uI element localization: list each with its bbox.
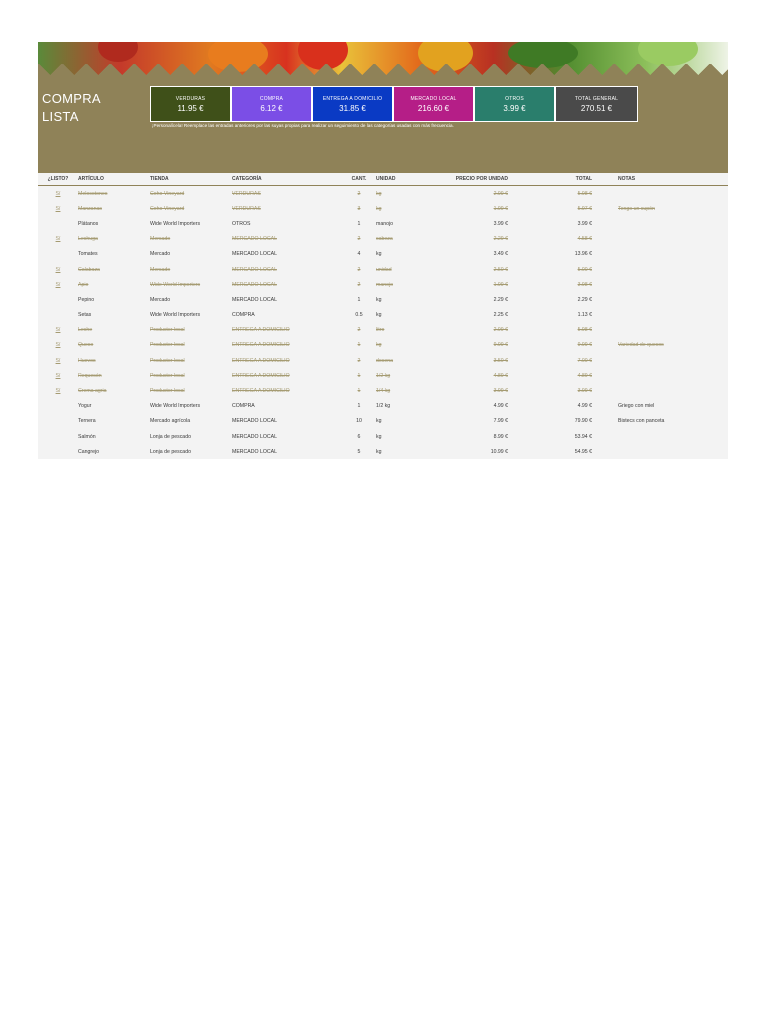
column-header[interactable]: UNIDAD — [376, 173, 434, 186]
unit-price-cell[interactable]: 1.99 € — [493, 281, 508, 288]
notes-cell[interactable]: Tengo un cupón — [618, 205, 655, 212]
unit-cell[interactable]: unidad — [376, 266, 392, 273]
unit-price-cell[interactable]: 1.99 € — [493, 205, 508, 212]
unit-price-cell[interactable]: 10.99 € — [490, 448, 508, 455]
store-cell[interactable]: Wide World Importers — [150, 220, 201, 227]
quantity-cell[interactable]: 1 — [357, 403, 361, 410]
store-cell[interactable]: Coho Vineyard — [150, 205, 185, 212]
total-cell[interactable]: 5.97 € — [577, 205, 592, 212]
unit-cell[interactable]: kg — [376, 342, 382, 349]
unit-cell[interactable]: 1/4 kg — [376, 388, 391, 395]
notes-cell[interactable] — [618, 277, 728, 292]
column-header[interactable]: TOTAL — [534, 173, 618, 186]
ready-cell[interactable]: Sí — [55, 342, 61, 349]
unit-cell[interactable]: kg — [376, 190, 382, 197]
store-cell[interactable]: Productor local — [150, 372, 185, 379]
total-cell[interactable]: 79.90 € — [574, 418, 592, 425]
item-cell[interactable]: Queso — [78, 342, 94, 349]
store-cell[interactable]: Productor local — [150, 327, 185, 334]
category-cell[interactable]: MERCADO LOCAL — [232, 266, 277, 273]
store-cell[interactable]: Mercado — [150, 266, 171, 273]
notes-cell[interactable]: Variedad de quesos — [618, 342, 664, 349]
notes-cell[interactable] — [618, 232, 728, 247]
table-row[interactable] — [38, 201, 728, 216]
shopping-table — [38, 173, 728, 459]
unit-cell[interactable]: cabeza — [376, 236, 393, 243]
table-row[interactable] — [38, 399, 728, 414]
unit-cell[interactable]: kg — [376, 433, 382, 440]
quantity-cell[interactable]: 2 — [357, 357, 361, 364]
total-cell[interactable]: 3.99 € — [577, 220, 592, 227]
table-row[interactable] — [38, 353, 728, 368]
quantity-cell[interactable]: 3 — [357, 205, 361, 212]
quantity-cell[interactable]: 2 — [357, 327, 361, 334]
summary-card-value: 216.60 € — [417, 104, 450, 113]
store-cell[interactable]: Productor local — [150, 342, 185, 349]
unit-cell[interactable]: kg — [376, 448, 382, 455]
unit-cell[interactable]: kg — [376, 418, 382, 425]
quantity-cell[interactable]: 1 — [357, 220, 361, 227]
summary-card — [232, 87, 313, 121]
total-cell[interactable]: 3.98 € — [577, 281, 592, 288]
notes-cell[interactable] — [618, 323, 728, 338]
table-header-row — [38, 173, 728, 186]
quantity-cell[interactable]: 1 — [357, 342, 361, 349]
item-cell[interactable]: Manzanas — [78, 205, 102, 212]
category-cell[interactable]: ENTREGA A DOMICILIO — [232, 372, 290, 379]
table-row[interactable] — [38, 368, 728, 383]
quantity-cell[interactable]: 1 — [357, 372, 361, 379]
notes-cell[interactable] — [618, 368, 728, 383]
item-cell[interactable]: Lechuga — [78, 236, 98, 243]
table-row[interactable] — [38, 414, 728, 429]
ready-cell[interactable]: Sí — [55, 236, 61, 243]
unit-price-cell[interactable]: 7.99 € — [493, 418, 508, 425]
page-title-line: COMPRA — [42, 91, 101, 106]
unit-price-cell[interactable]: 2.25 € — [493, 312, 508, 319]
summary-card-label: TOTAL GENERAL — [574, 96, 619, 102]
unit-cell[interactable]: manojo — [376, 281, 394, 288]
category-cell[interactable]: MERCADO LOCAL — [232, 281, 277, 288]
ready-cell[interactable]: Sí — [55, 388, 61, 395]
quantity-cell[interactable]: 1 — [357, 388, 361, 395]
store-cell[interactable]: Mercado agrícola — [150, 418, 191, 425]
notes-cell[interactable]: Griego con miel — [618, 403, 655, 410]
store-cell[interactable]: Coho Vineyard — [150, 190, 185, 197]
page-title — [42, 90, 101, 126]
table-row[interactable] — [38, 186, 728, 202]
item-cell[interactable]: Yogur — [78, 403, 92, 410]
table-row[interactable] — [38, 383, 728, 398]
total-cell[interactable]: 5.00 € — [577, 266, 592, 273]
unit-price-cell[interactable]: 2.29 € — [493, 296, 508, 303]
ready-cell[interactable] — [38, 216, 78, 231]
category-cell[interactable]: MERCADO LOCAL — [232, 448, 277, 455]
unit-price-cell[interactable]: 3.99 € — [493, 220, 508, 227]
summary-card-label: MERCADO LOCAL — [410, 96, 457, 102]
summary-card-value: 11.95 € — [177, 104, 204, 113]
column-header[interactable]: TIENDA — [150, 173, 232, 186]
item-cell[interactable]: Ternera — [78, 418, 96, 425]
category-cell[interactable]: MERCADO LOCAL — [232, 251, 277, 258]
table-row[interactable] — [38, 292, 728, 307]
quantity-cell[interactable]: 2 — [357, 236, 361, 243]
column-header[interactable]: ¿LISTO? — [38, 173, 78, 186]
table-row[interactable] — [38, 277, 728, 292]
quantity-cell[interactable]: 1 — [357, 296, 361, 303]
notes-cell[interactable] — [618, 247, 728, 262]
summary-card-value: 31.85 € — [339, 104, 366, 113]
quantity-cell[interactable]: 6 — [357, 433, 361, 440]
item-cell[interactable]: Salmón — [78, 433, 96, 440]
unit-price-cell[interactable]: 3.49 € — [493, 251, 508, 258]
quantity-cell[interactable]: 0.5 — [355, 312, 363, 319]
quantity-cell[interactable]: 5 — [357, 448, 361, 455]
total-cell[interactable]: 53.94 € — [574, 433, 592, 440]
category-cell[interactable]: COMPRA — [232, 312, 255, 319]
unit-price-cell[interactable]: 8.99 € — [493, 433, 508, 440]
store-cell[interactable]: Mercado — [150, 236, 171, 243]
item-cell[interactable]: Apio — [78, 281, 89, 288]
unit-price-cell[interactable]: 4.89 € — [493, 372, 508, 379]
unit-price-cell[interactable]: 2.50 € — [493, 266, 508, 273]
column-header[interactable]: CATEGORÍA — [232, 173, 342, 186]
ready-cell[interactable]: Sí — [55, 266, 61, 273]
notes-cell[interactable] — [618, 308, 728, 323]
unit-cell[interactable]: kg — [376, 312, 382, 319]
category-cell[interactable]: MERCADO LOCAL — [232, 433, 277, 440]
unit-cell[interactable]: litro — [376, 327, 385, 334]
column-header[interactable]: ARTÍCULO — [78, 173, 150, 186]
summary-card — [394, 87, 475, 121]
item-cell[interactable]: Melocotones — [78, 190, 108, 197]
ready-cell[interactable] — [38, 444, 78, 459]
table-row[interactable] — [38, 444, 728, 459]
total-cell[interactable]: 1.13 € — [577, 312, 592, 319]
summary-card-value: 270.51 € — [580, 104, 613, 113]
item-cell[interactable]: Huevos — [78, 357, 96, 364]
summary-card-label: VERDURAS — [175, 96, 206, 102]
unit-price-cell[interactable]: 2.29 € — [493, 236, 508, 243]
total-cell[interactable]: 13.96 € — [574, 251, 592, 258]
unit-cell[interactable]: kg — [376, 251, 382, 258]
item-cell[interactable]: Plátanos — [78, 220, 99, 227]
store-cell[interactable]: Mercado — [150, 296, 171, 303]
unit-cell[interactable]: 1/2 kg — [376, 403, 391, 410]
column-header[interactable]: PRECIO POR UNIDAD — [434, 173, 534, 186]
store-cell[interactable]: Wide World Importers — [150, 403, 201, 410]
total-cell[interactable]: 7.00 € — [577, 357, 592, 364]
customize-hint: ¡Personalícela! Reemplace las entradas anteriores por las suyas propias para realizar un seguimiento de las categorías usadas con más frecuencia. — [152, 123, 454, 128]
notes-cell[interactable] — [618, 292, 728, 307]
total-cell[interactable]: 4.58 € — [577, 236, 592, 243]
notes-cell[interactable] — [618, 186, 728, 202]
ready-cell[interactable] — [38, 308, 78, 323]
unit-cell[interactable]: kg — [376, 296, 382, 303]
summary-card — [313, 87, 394, 121]
ready-cell[interactable]: Sí — [55, 357, 61, 364]
quantity-cell[interactable]: 2 — [357, 190, 361, 197]
category-cell[interactable]: ENTREGA A DOMICILIO — [232, 327, 290, 334]
ready-cell[interactable] — [38, 414, 78, 429]
total-cell[interactable]: 9.99 € — [577, 342, 592, 349]
category-cell[interactable]: VERDURAS — [232, 205, 261, 212]
quantity-cell[interactable]: 2 — [357, 281, 361, 288]
ready-cell[interactable] — [38, 247, 78, 262]
table-row[interactable] — [38, 216, 728, 231]
total-cell[interactable]: 54.95 € — [574, 448, 592, 455]
unit-price-cell[interactable]: 2.99 € — [493, 327, 508, 334]
table-row[interactable] — [38, 247, 728, 262]
unit-cell[interactable]: manojo — [376, 220, 394, 227]
summary-card-label: ENTREGA A DOMICILIO — [322, 96, 383, 102]
notes-cell[interactable]: Bistecs con panceta — [618, 418, 665, 425]
total-cell[interactable]: 4.99 € — [577, 403, 592, 410]
total-cell[interactable]: 4.89 € — [577, 372, 592, 379]
ready-cell[interactable]: Sí — [55, 281, 61, 288]
column-header[interactable]: NOTAS — [618, 173, 728, 186]
ready-cell[interactable]: Sí — [55, 372, 61, 379]
ready-cell[interactable]: Sí — [55, 205, 61, 212]
shopping-list-sheet — [38, 42, 728, 459]
store-cell[interactable]: Wide World Importers — [150, 312, 201, 319]
unit-cell[interactable]: 1/2 kg — [376, 372, 391, 379]
summary-card-value: 3.99 € — [503, 104, 526, 113]
category-summary — [150, 86, 638, 122]
summary-card — [475, 87, 556, 121]
ready-cell[interactable] — [38, 292, 78, 307]
store-cell[interactable]: Lonja de pescado — [150, 448, 191, 455]
item-cell[interactable]: Tomates — [78, 251, 98, 258]
unit-price-cell[interactable]: 3.99 € — [493, 388, 508, 395]
category-cell[interactable]: ENTREGA A DOMICILIO — [232, 342, 290, 349]
category-cell[interactable]: MERCADO LOCAL — [232, 236, 277, 243]
table-row[interactable] — [38, 338, 728, 353]
store-cell[interactable]: Productor local — [150, 388, 185, 395]
unit-price-cell[interactable]: 4.99 € — [493, 403, 508, 410]
vegetable-banner-image — [38, 42, 728, 86]
category-cell[interactable]: COMPRA — [232, 403, 255, 410]
notes-cell[interactable] — [618, 262, 728, 277]
store-cell[interactable]: Mercado — [150, 251, 171, 258]
item-cell[interactable]: Leche — [78, 327, 93, 334]
category-cell[interactable]: OTROS — [232, 220, 251, 227]
column-header[interactable]: CANT. — [342, 173, 376, 186]
ready-cell[interactable] — [38, 429, 78, 444]
unit-cell[interactable]: docena — [376, 357, 394, 364]
quantity-cell[interactable]: 10 — [356, 418, 362, 425]
quantity-cell[interactable]: 4 — [357, 251, 361, 258]
page-title-line: LISTA — [42, 109, 79, 124]
notes-cell[interactable] — [618, 353, 728, 368]
summary-card — [556, 87, 637, 121]
quantity-cell[interactable]: 2 — [357, 266, 361, 273]
category-cell[interactable]: ENTREGA A DOMICILIO — [232, 357, 290, 364]
total-cell[interactable]: 5.98 € — [577, 327, 592, 334]
notes-cell[interactable] — [618, 216, 728, 231]
notes-cell[interactable] — [618, 383, 728, 398]
category-cell[interactable]: MERCADO LOCAL — [232, 296, 277, 303]
total-cell[interactable]: 2.29 € — [577, 296, 592, 303]
category-cell[interactable]: MERCADO LOCAL — [232, 418, 277, 425]
store-cell[interactable]: Productor local — [150, 357, 185, 364]
ready-cell[interactable]: Sí — [55, 327, 61, 334]
summary-card-value: 6.12 € — [260, 104, 283, 113]
unit-cell[interactable]: kg — [376, 205, 382, 212]
table-row[interactable] — [38, 429, 728, 444]
notes-cell[interactable] — [618, 444, 728, 459]
item-cell[interactable]: Calabaza — [78, 266, 100, 273]
table-row[interactable] — [38, 262, 728, 277]
item-cell[interactable]: Requesón — [78, 372, 102, 379]
summary-card-label: COMPRA — [259, 96, 284, 102]
total-cell[interactable]: 3.99 € — [577, 388, 592, 395]
category-cell[interactable]: VERDURAS — [232, 190, 261, 197]
table-row[interactable] — [38, 323, 728, 338]
notes-cell[interactable] — [618, 429, 728, 444]
summary-card — [151, 87, 232, 121]
item-cell[interactable]: Cangrejo — [78, 448, 100, 455]
table-row[interactable] — [38, 308, 728, 323]
table-row[interactable] — [38, 232, 728, 247]
total-cell[interactable]: 5.98 € — [577, 190, 592, 197]
summary-header — [38, 86, 728, 173]
store-cell[interactable]: Wide World Importers — [150, 281, 201, 288]
store-cell[interactable]: Lonja de pescado — [150, 433, 191, 440]
item-cell[interactable]: Pepino — [78, 296, 95, 303]
item-cell[interactable]: Crema agria — [78, 388, 107, 395]
item-cell[interactable]: Setas — [78, 312, 92, 319]
ready-cell[interactable] — [38, 399, 78, 414]
category-cell[interactable]: ENTREGA A DOMICILIO — [232, 388, 290, 395]
unit-price-cell[interactable]: 2.99 € — [493, 190, 508, 197]
unit-price-cell[interactable]: 9.99 € — [493, 342, 508, 349]
ready-cell[interactable]: Sí — [55, 190, 61, 197]
unit-price-cell[interactable]: 3.50 € — [493, 357, 508, 364]
summary-card-label: OTROS — [505, 96, 524, 102]
